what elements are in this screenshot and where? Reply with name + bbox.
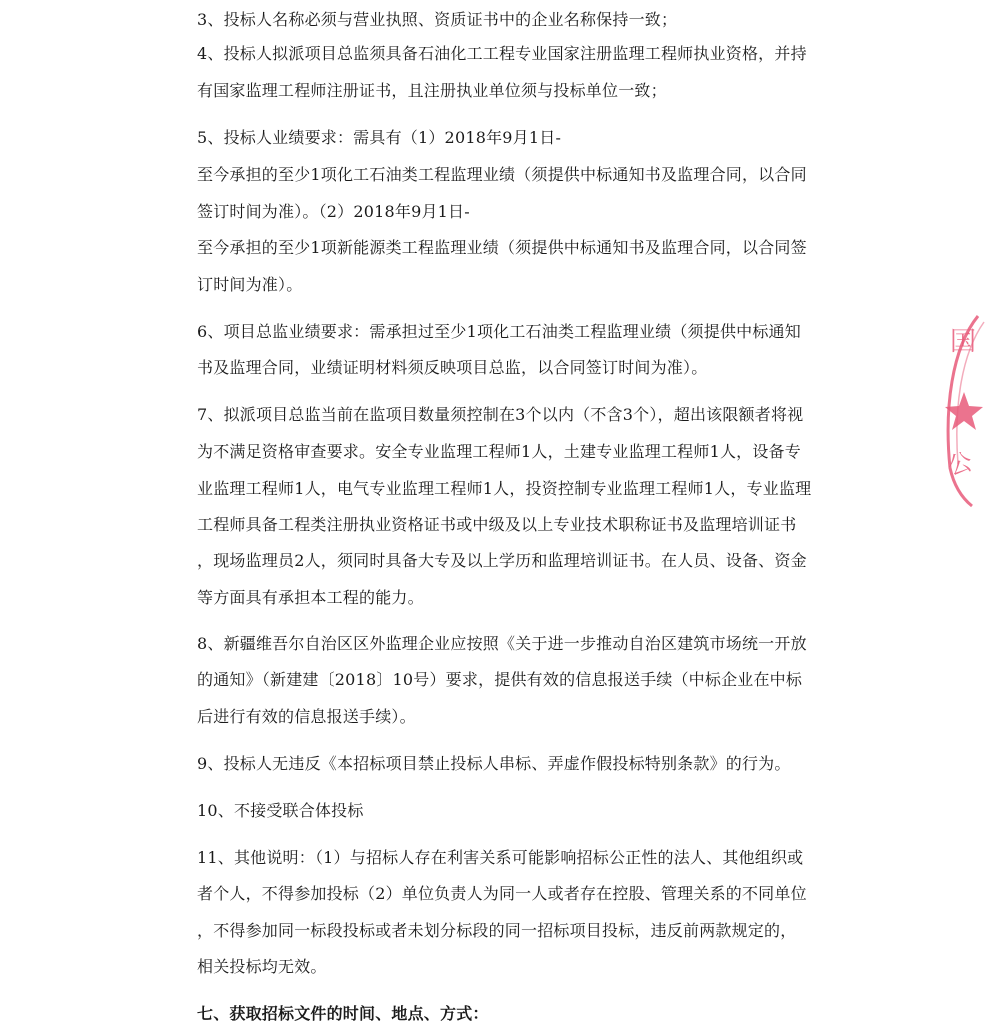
text-line: 相关投标均无效。 [197,957,327,976]
text-line: 者个人，不得参加投标（2）单位负责人为同一人或者存在控股、管理关系的不同单位 [197,884,807,903]
text-line: 工程师具备工程类注册执业资格证书或中级及以上专业技术职称证书及监理培训证书 [197,515,797,534]
text-line: ，现场监理员2人，须同时具备大专及以上学历和监理培训证书。在人员、设备、资金 [197,551,807,570]
text-line: 10、不接受联合体投标 [197,801,364,820]
text-line: 4、投标人拟派项目总监须具备石油化工工程专业国家注册监理工程师执业资格，并持 [197,44,807,63]
seal-graphic [938,308,1002,508]
text-line: 有国家监理工程师注册证书，且注册执业单位须与投标单位一致； [197,81,667,100]
text-line: 签订时间为准）。（2）2018年9月1日- [197,202,470,221]
text-line: 书及监理合同，业绩证明材料须反映项目总监，以合同签订时间为准）。 [197,358,708,377]
text-line: 11、其他说明：（1）与招标人存在利害关系可能影响招标公正性的法人、其他组织或 [197,848,804,867]
text-line: 3、投标人名称必须与营业执照、资质证书中的企业名称保持一致； [197,10,678,29]
text-line: 7、拟派项目总监当前在监项目数量须控制在3个以内（不含3个），超出该限额者将视 [197,405,804,424]
official-seal [938,308,1002,508]
text-line: 8、新疆维吾尔自治区区外监理企业应按照《关于进一步推动自治区建筑市场统一开放 [197,634,807,653]
text-line: 至今承担的至少1项新能源类工程监理业绩（须提供中标通知书及监理合同，以合同签 [197,238,807,257]
text-line: ，不得参加同一标段投标或者未划分标段的同一招标项目投标，违反前两款规定的， [197,921,797,940]
text-line: 9、投标人无违反《本招标项目禁止投标人串标、弄虚作假投标特别条款》的行为。 [197,754,791,773]
text-line: 的通知》（新建建〔2018〕10号）要求，提供有效的信息报送手续（中标企业在中标 [197,670,803,689]
text-line: 至今承担的至少1项化工石油类工程监理业绩（须提供中标通知书及监理合同，以合同 [197,165,807,184]
text-line: 业监理工程师1人，电气专业监理工程师1人，投资控制专业监理工程师1人，专业监理 [197,479,812,498]
text-line: 后进行有效的信息报送手续）。 [197,707,416,726]
text-line: 订时间为准）。 [197,275,303,294]
text-line: 等方面具有承担本工程的能力。 [197,588,424,607]
seal-char: 国 [950,327,977,357]
section-heading: 七、获取招标文件的时间、地点、方式： [197,1004,489,1023]
seal-char: 公 [944,447,976,481]
text-line: 5、投标人业绩要求：需具有（1）2018年9月1日- [197,128,562,147]
text-line: 6、项目总监业绩要求：需承担过至少1项化工石油类工程监理业绩（须提供中标通知 [197,322,801,341]
text-line: 为不满足资格审查要求。安全专业监理工程师1人，土建专业监理工程师1人，设备专 [197,442,801,461]
